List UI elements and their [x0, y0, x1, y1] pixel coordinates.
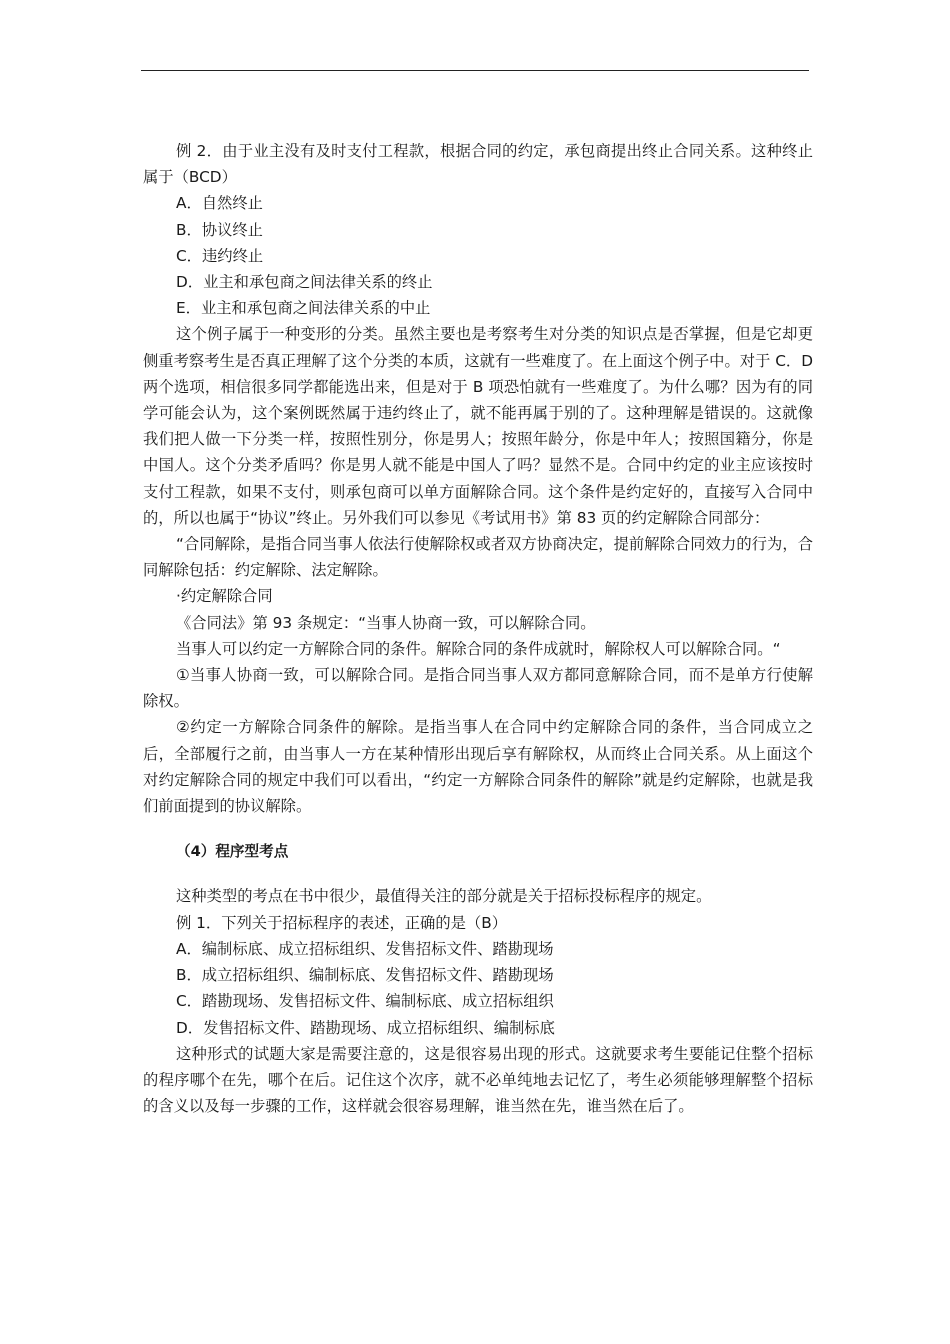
- example-2-option-d: D．业主和承包商之间法律关系的终止: [176, 273, 433, 292]
- example-1-option-d: D．发售招标文件、踏勘现场、成立招标组织、编制标底: [176, 1018, 555, 1037]
- section-conclusion: 这种形式的试题大家是需要注意的，这是很容易出现的形式。这就要求考生要能记住整个招标的程序哪个在先，哪个在后。记住这个次序，就不必单纯地去记忆了，考生必须能够理解整个招标的含义以及每一步骤的工作，这样就会很容易理解，谁当然在先，谁当然在后了。: [143, 1044, 813, 1116]
- contract-termination-definition: “合同解除，是指合同当事人依法行使解除权或者双方协商决定，提前解除合同效力的行为，合同解除包括：约定解除、法定解除。: [143, 535, 813, 580]
- example-2-option-a: A．自然终止: [176, 194, 263, 213]
- example-1-question: 例 1．下列关于招标程序的表述，正确的是（B）: [176, 913, 508, 932]
- contract-law-article-93: 《合同法》第 93 条规定：“当事人协商一致，可以解除合同。: [176, 613, 596, 632]
- example-2-option-b: B．协议终止: [176, 220, 263, 239]
- point-one-explanation: ①当事人协商一致，可以解除合同。是指合同当事人双方都同意解除合同，而不是单方行使解除权。: [143, 666, 813, 711]
- agreed-termination-subheading: ·约定解除合同: [176, 587, 273, 606]
- point-two-explanation: ②约定一方解除合同条件的解除。是指当事人在合同中约定解除合同的条件，当合同成立之后，全部履行之前，由当事人一方在某种情形出现后享有解除权，从而终止合同关系。从上面这个对约定解除合同的规定中我们可以看出，“约定一方解除合同条件的解除”就是约定解除，也就是我们前面提到的协议解除。: [143, 718, 813, 816]
- example-2-option-e: E．业主和承包商之间法律关系的中止: [176, 299, 431, 318]
- section-intro: 这种类型的考点在书中很少，最值得关注的部分就是关于招标投标程序的规定。: [176, 887, 712, 906]
- example-1-option-b: B．成立招标组织、编制标底、发售招标文件、踏勘现场: [176, 966, 554, 985]
- example-2-question: 例 2．由于业主没有及时支付工程款，根据合同的约定，承包商提出终止合同关系。这种终止属于（BCD）: [143, 142, 813, 187]
- document-body: [143, 138, 813, 1119]
- header-rule: [141, 70, 809, 71]
- termination-condition-clause: 当事人可以约定一方解除合同的条件。解除合同的条件成就时，解除权人可以解除合同。“: [176, 639, 781, 658]
- example-1-option-c: C．踏勘现场、发售招标文件、编制标底、成立招标组织: [176, 992, 554, 1011]
- section-heading: （4）程序型考点: [176, 843, 289, 861]
- analysis-paragraph: 这个例子属于一种变形的分类。虽然主要也是考察考生对分类的知识点是否掌握，但是它却更侧重考察考生是否真正理解了这个分类的本质，这就有一些难度了。在上面这个例子中。对于 C．D 两个选项，相信很多同学都能选出来，但是对于 B 项恐怕就有一些难度了。为什么哪？因为有的同学可能会认为，这个案例既然属于违约终止了，就不能再属于别的了。这种理解是错误的。这就像我们把人做一下分类一样，按照性别分，你是男人；按照年龄分，你是中年人；按照国籍分，你是中国人。这个分类矛盾吗？你是男人就不能是中国人了吗？显然不是。合同中约定的业主应该按时支付工程款，如果不支付，则承包商可以单方面解除合同。这个条件是约定好的，直接写入合同中的，所以也属于“协议”终止。另外我们可以参见《考试用书》第 83 页的约定解除合同部分：: [143, 325, 813, 527]
- example-1-option-a: A．编制标底、成立招标组织、发售招标文件、踏勘现场: [176, 939, 554, 958]
- example-2-option-c: C．违约终止: [176, 246, 264, 265]
